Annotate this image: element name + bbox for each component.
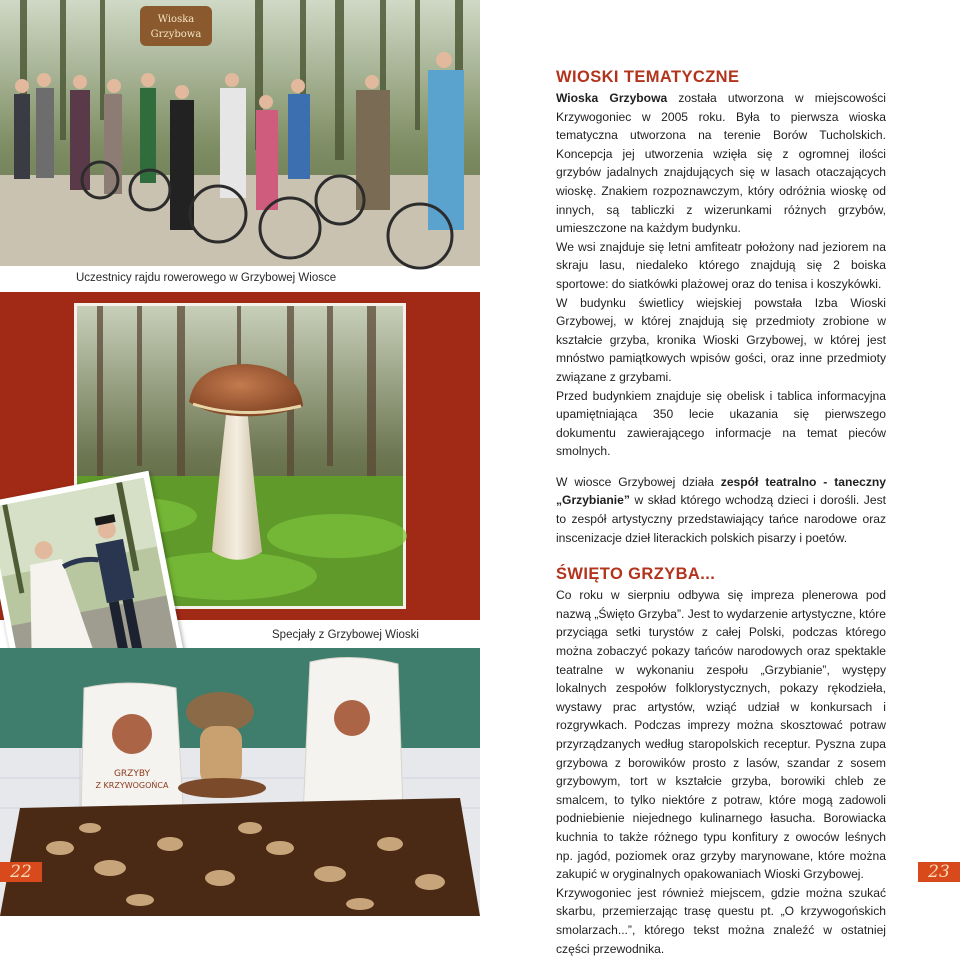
sign-text-line2: Grzybowa xyxy=(150,29,202,40)
paragraph-obelisk: Przed budynkiem znajduje się obelisk i tablica informacyjna upamiętniająca 350 lecie ukazania się pierwszego dokumentu zawierającego informacje na temat pieców smolnych. xyxy=(556,388,886,459)
intro-text: została utworzona w miejscowości Krzywogoniec w 2005 roku. Była to pierwsza wioska tematyczna utworzona na terenie Borów Tucholskich. Koncepcja jej utworzenia wzięła się z ogromnej ilości grzybów jadalnych znajdujących się w lasach otaczających wioskę. Znakiem rozpoznawczym, który odróżnia wioskę od innych, są tabliczki z wizerunkami różnych grzybów, umieszczone na każdym budynku. xyxy=(556,91,886,236)
paragraph-community-hall: W budynku świetlicy wiejskiej powstała Izba Wioski Grzybowej, w której znajdują się przedmioty zrobione w kształcie grzyba, kronika Wioski Grzybowej, w której jest mnóstwo pamiątkowych wpisów gości, oraz inne przedmioty związane z grzybami. xyxy=(556,295,886,384)
page-number-left: 22 xyxy=(0,862,42,882)
bag-label-line1: GRZYBY xyxy=(113,769,151,779)
paragraph-quest: Krzywogoniec jest również miejscem, gdzie można szukać skarbu, przemierzając trasę questu pt. „O krzywogońskich smolarzach...”, którego tekst można znaleźć w ostatniej części przewodnika. xyxy=(556,885,886,956)
text-column xyxy=(556,66,886,958)
dance-group-rest: w skład którego wchodzą dzieci i dorośli. Jest to zespół artystyczny przedstawiający tańce narodowe oraz inscenizacje dzieł literackich polskich pisarzy i poetów. xyxy=(556,493,886,545)
photo-mushroom-specialties xyxy=(0,648,480,916)
paragraph-dance-group xyxy=(556,473,886,547)
heading-mushroom-festival: ŚWIĘTO GRZYBA... xyxy=(556,565,716,584)
caption-bike-rally: Uczestnicy rajdu rowerowego w Grzybowej Wiosce xyxy=(76,272,337,284)
photo-bike-rally xyxy=(0,0,480,266)
dance-group-start: W wiosce Grzybowej działa xyxy=(556,474,721,489)
paragraph-intro xyxy=(556,89,886,238)
bag-label-line2: Z KRZYWOGOŃCA xyxy=(95,781,169,790)
dance-group-bold: zespół teatralno - taneczny „Grzybianie” xyxy=(556,474,886,508)
intro-bold-name: Wioska Grzybowa xyxy=(556,91,668,105)
paragraph-festival: Co roku w sierpniu odbywa się impreza plenerowa pod nazwą „Święto Grzyba”. Jest to wydarzenie artystyczne, które przyciąga setki turystów z całej Polski, podczas którego można zobaczyć pokazy tańców narodowych oraz spektakle teatralne w wykonaniu zespołu „Grzybianie”, występy lokalnych zespołów folklorystycznych, pokazy rękodzieła, wystawy prac artystów, wziąć udział w konkursach i rozgrywkach. Podczas imprezy można skosztować potraw przyrządzanych według staropolskich receptur. Pyszna zupa grzybowa z borowików prosto z lasów, szandar z sosem grzybowym, tort w kształcie grzyba, borowiki chleb ze smalcem, to tylko niektóre z potraw, które mogą zadowoli podniebienie niejednego kulinarnego łasucha. Borowiacka kuchnia to także różnego typu konfitury z owoców leśnych np. jagód, poziomek oraz grzyby marynowane, które można zakupić w oryginalnych opakowaniach Wioski Grzybowej. xyxy=(556,588,887,882)
page-number-right: 23 xyxy=(918,862,960,882)
paragraph-amphitheatre: We wsi znajduje się letni amfiteatr położony nad jeziorem na skraju lasu, niedaleko którego znajdują się 2 boiska sportowe: do siatkówki plażowej oraz do tenisa i koszykówki. xyxy=(556,239,886,291)
sign-text-line1: Wioska xyxy=(157,14,195,25)
caption-specialties: Specjały z Grzybowej Wioski xyxy=(272,629,419,641)
heading-thematic-villages: WIOSKI TEMATYCZNE xyxy=(556,68,740,86)
